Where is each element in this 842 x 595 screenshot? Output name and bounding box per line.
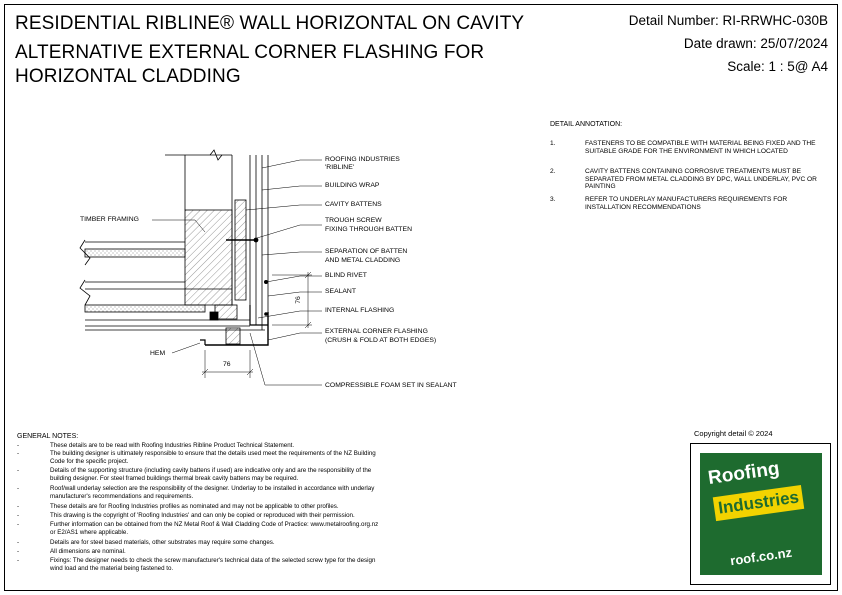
note-bullet: -: [17, 557, 20, 564]
title-line-3: HORIZONTAL CLADDING: [15, 66, 241, 87]
logo-word-roofing: Roofing: [706, 458, 781, 489]
cavity-batten: [235, 200, 246, 300]
logo-url: roof.co.nz: [729, 544, 793, 569]
note-text-2: building designer. For steel framed buildings thermal break cavity battens may be required.: [50, 475, 299, 483]
annotation-heading: DETAIL ANNOTATION:: [550, 121, 623, 128]
label-external-flashing: EXTERNAL CORNER FLASHING: [325, 328, 428, 335]
note-text: The building designer is ultimately responsible to ensure that the details used meet the requirements of the NZ Building: [50, 450, 376, 457]
logo-word-industries: Industries: [713, 485, 805, 521]
note-text: Fixings: The designer needs to check the screw manufacturer's technical data of the selected screw type for the design: [50, 557, 376, 564]
annotation-num: 2.: [550, 168, 556, 175]
title-line-2: ALTERNATIVE EXTERNAL CORNER FLASHING FOR: [15, 42, 485, 63]
sealant: [265, 313, 268, 316]
label-trough-screw: TROUGH SCREW: [325, 217, 382, 224]
note-text: Further information can be obtained from the NZ Metal Roof & Wall Cladding Code of Practice: www.metalroofing.org.nz: [50, 521, 379, 528]
label-blind-rivet: BLIND RIVET: [325, 272, 367, 279]
label-sealant: SEALANT: [325, 288, 356, 295]
note-text: Details of the supporting structure (including cavity battens if used) are indicative only and are the responsibility of the: [50, 467, 372, 474]
date-drawn: Date drawn: 25/07/2024: [683, 36, 828, 51]
copyright-text: Copyright detail © 2024: [694, 429, 773, 438]
note-bullet: -: [17, 450, 20, 457]
note-bullet: -: [17, 521, 20, 528]
label-trough-screw-2: FIXING THROUGH BATTEN: [325, 226, 412, 233]
annotation-text: REFER TO UNDERLAY MANUFACTURERS REQUIREMENTS FOR INSTALLATION RECOMMENDATIONS: [585, 196, 788, 211]
label-ribline: 'RIBLINE': [325, 164, 355, 171]
roofing-industries-logo: [700, 453, 822, 575]
label-timber-framing: TIMBER FRAMING: [80, 216, 139, 223]
dimension-vertical: 76: [294, 296, 302, 304]
note-text-2: Code for the specific project.: [50, 458, 129, 466]
note-text: Details are for steel based materials, other substrates may require some changes.: [50, 539, 275, 546]
general-notes-heading: GENERAL NOTES:: [17, 433, 79, 440]
annotation-num: 1.: [550, 140, 556, 147]
note-bullet: -: [17, 512, 20, 519]
note-text: These details are for Roofing Industries profiles as nominated and may not be applicable to other profiles.: [50, 503, 339, 510]
label-external-flashing-2: (CRUSH & FOLD AT BOTH EDGES): [325, 337, 437, 344]
note-text: These details are to be read with Roofing Industries Ribline Product Technical Statement.: [50, 442, 295, 449]
label-hem: HEM: [150, 350, 166, 357]
label-cavity-battens: CAVITY BATTENS: [325, 201, 382, 208]
scale: Scale: 1 : 5@ A4: [727, 59, 828, 74]
note-bullet: -: [17, 485, 20, 492]
note-bullet: -: [17, 467, 20, 474]
note-bullet: -: [17, 442, 20, 449]
annotation-text: FASTENERS TO BE COMPATIBLE WITH MATERIAL BEING FIXED AND THE SUITABLE GRADE FOR THE ENVIRONMENT IN WHICH LOCATED: [585, 140, 816, 155]
note-bullet: -: [17, 503, 20, 510]
detail-number: Detail Number: RI-RRWHC-030B: [628, 13, 828, 28]
logo-panel: [690, 443, 831, 585]
label-roofing-industries: ROOFING INDUSTRIES: [325, 156, 400, 163]
timber-framing-stud: [185, 210, 232, 305]
label-separation: SEPARATION OF BATTEN: [325, 248, 408, 255]
note-text-2: or E2/AS1 where applicable.: [50, 529, 129, 537]
label-foam: COMPRESSIBLE FOAM SET IN SEALANT: [325, 382, 457, 389]
annotation-num: 3.: [550, 196, 556, 203]
label-building-wrap: BUILDING WRAP: [325, 182, 380, 189]
note-bullet: -: [17, 539, 20, 546]
label-separation-2: AND METAL CLADDING: [325, 257, 401, 264]
annotation-text: CAVITY BATTENS CONTAINING CORROSIVE TREATMENTS MUST BE SEPARATED FROM METAL CLADDING BY DPC, WALL UNDERLAY, PVC OR PAINTING: [585, 168, 817, 191]
title-line-1: RESIDENTIAL RIBLINE® WALL HORIZONTAL ON CAVITY: [15, 13, 525, 34]
label-internal-flashing: INTERNAL FLASHING: [325, 307, 395, 314]
note-text: This drawing is the copyright of 'Roofing Industries' and can only be copied or reproduced with their permission.: [50, 512, 355, 519]
lining-layer: [85, 249, 185, 257]
note-text: All dimensions are nominal.: [50, 548, 126, 555]
note-bullet: -: [17, 548, 20, 555]
note-text: Roof/wall underlay selection are the responsibility of the designer. Underlay to be installed in accordance with underlay: [50, 485, 375, 492]
note-text-2: wind load and the material being fastened to.: [50, 565, 174, 573]
dimension-horizontal: 76: [223, 361, 231, 368]
note-text-2: manufacturer's recommendations and requirements.: [50, 493, 194, 501]
